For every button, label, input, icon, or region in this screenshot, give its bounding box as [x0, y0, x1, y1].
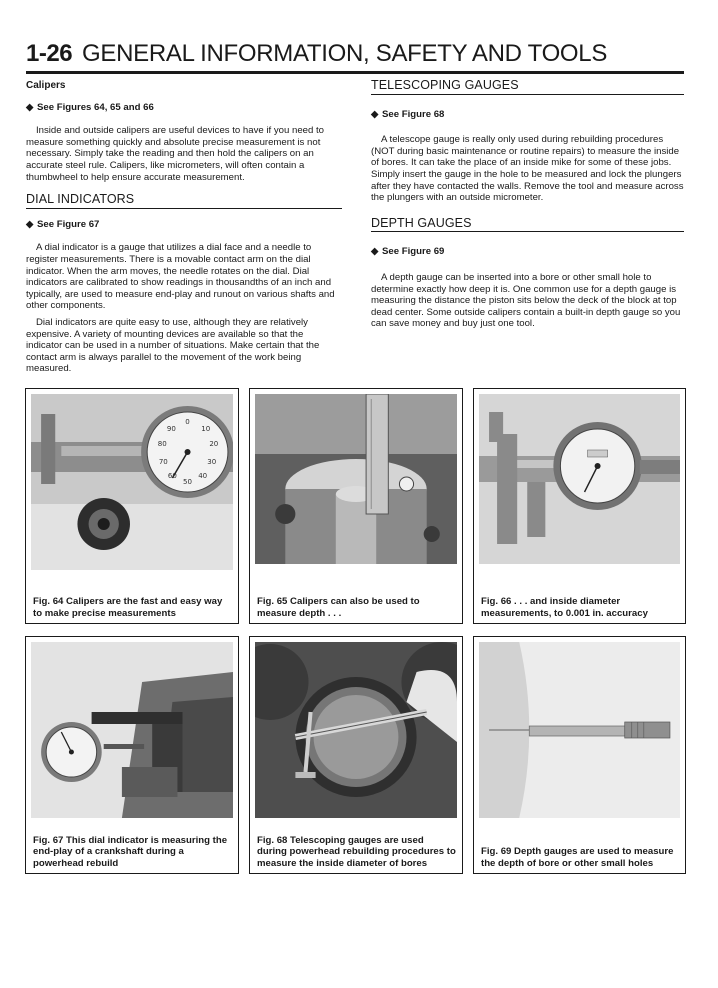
depth-see-text: See Figure 69 [382, 246, 445, 258]
telescoping-see-figure [371, 109, 684, 121]
left-column [26, 80, 342, 380]
caliper-inside-photo [479, 394, 680, 564]
dial-paragraph-1: A dial indicator is a gauge that utilizes a dial face and a needle to register measurements. There is a movable contact arm on the dial indicator. When the arm moves, the needle rotates on the dial. Dial indicators are calibrated to show readings in thousandths of an inch and typically, are used to measure end-play and runout on various shafts and other components. [26, 242, 335, 312]
depth-paragraph: A depth gauge can be inserted into a bore or other small hole to determine exactly how deep it is. One common use for a depth gauge is measuring the distance the piston sits below the deck of the block at top dead center. Some outside calipers contain a built-in depth gauge so you can save money and buy just one tool. [371, 271, 681, 330]
depth-gauges-heading: DEPTH GAUGES [371, 218, 684, 233]
diamond-bullet-icon: ◆ [26, 218, 34, 230]
telescoping-see-text: See Figure 68 [382, 108, 445, 120]
page-header [26, 40, 684, 68]
dial-see-text: See Figure 67 [37, 218, 100, 230]
dial-label-60: 60 [167, 471, 177, 480]
page-title: GENERAL INFORMATION, SAFETY AND TOOLS [82, 40, 608, 67]
dial-label-0: 0 [185, 417, 190, 426]
figure-66-caption: Fig. 66 . . . and inside diameter measurements, to 0.001 in. accuracy [481, 596, 648, 619]
right-column [371, 80, 684, 335]
figure-67 [25, 636, 239, 874]
figure-65 [249, 388, 463, 624]
figure-68-caption: Fig. 68 Telescoping gauges are used during powerhead rebuilding procedures to measure the inside diameter of bores [257, 834, 456, 869]
diamond-bullet-icon: ◆ [26, 101, 34, 113]
dial-see-figure [26, 219, 342, 231]
depth-gauge-photo [479, 642, 680, 818]
dial-indicators-heading: DIAL INDICATORS [26, 194, 342, 209]
depth-see-figure [371, 246, 684, 258]
dial-label-70: 70 [158, 457, 168, 466]
dial-indicator-photo [31, 642, 233, 818]
calipers-see-figures [26, 102, 342, 114]
figure-66 [473, 388, 686, 624]
page-number: 1-26 [26, 40, 73, 67]
dial-paragraph-2: Dial indicators are quite easy to use, although they are relatively expensive. A variety of mounting devices are available so that the indicator can be used in a number of situations. Make certain that the contact arm is always parallel to the movement of the work being measured. [26, 316, 320, 375]
dial-label-80: 80 [157, 439, 167, 448]
calipers-heading: Calipers [26, 80, 66, 91]
figure-64 [25, 388, 239, 624]
dial-label-40: 40 [198, 471, 208, 480]
telescoping-paragraph: A telescope gauge is really only used during rebuilding procedures (NOT during basic maintenance or routine repairs) to measure the inside of bores. It can take the place of an inside mike for some of these jobs. Simply insert the gauge in the hole to be measured and lock the plungers after they have contacted the walls. Remove the tool and measure across the plungers with an outside micrometer. [371, 134, 684, 204]
diamond-bullet-icon: ◆ [371, 108, 379, 120]
figure-65-caption: Fig. 65 Calipers can also be used to measure depth . . . [257, 596, 420, 619]
telescoping-gauge-photo [255, 642, 457, 818]
dial-label-90: 90 [166, 424, 176, 433]
dial-label-10: 10 [201, 424, 211, 433]
figure-64-caption: Fig. 64 Calipers are the fast and easy way to make precise measurements [33, 596, 223, 619]
caliper-dial-photo [31, 394, 233, 570]
figure-69 [473, 636, 686, 874]
dial-label-50: 50 [183, 477, 193, 486]
calipers-paragraph: Inside and outside calipers are useful devices to have if you need to measure something quickly and absolute precise measurement is not necessary. Simply take the reading and then hold the calipers on an accurate steel rule. Calipers, like micrometers, will often contain a thumbwheel to help ensure accurate measurement. [26, 125, 324, 183]
telescoping-gauges-heading: TELESCOPING GAUGES [371, 80, 684, 95]
figure-69-caption: Fig. 69 Depth gauges are used to measure the depth of bore or other small holes [481, 846, 674, 869]
figure-67-caption: Fig. 67 This dial indicator is measuring the end-play of a crankshaft during a powerhead rebuild [33, 834, 228, 869]
dial-label-20: 20 [209, 439, 219, 448]
caliper-depth-photo [255, 394, 457, 564]
diamond-bullet-icon: ◆ [371, 246, 379, 258]
header-rule [26, 71, 684, 74]
figure-68 [249, 636, 463, 874]
calipers-see-text: See Figures 64, 65 and 66 [37, 101, 154, 113]
dial-label-30: 30 [207, 457, 217, 466]
